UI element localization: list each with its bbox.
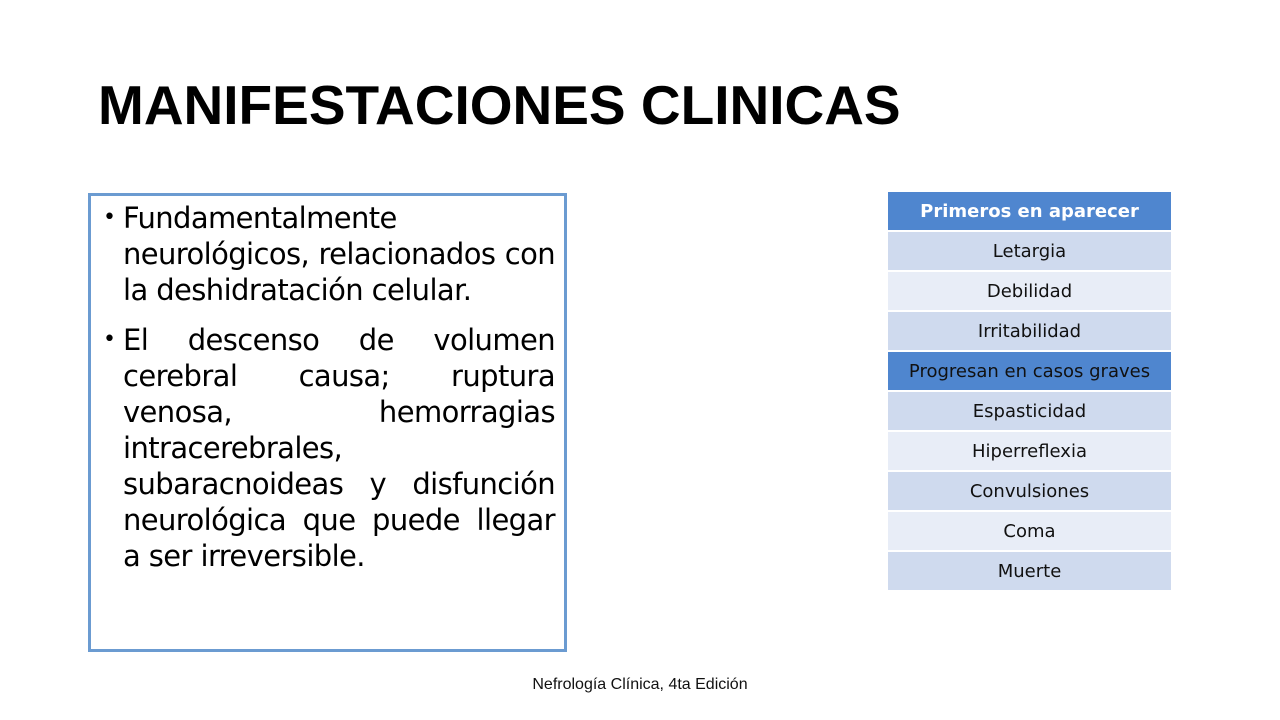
table-row: [888, 471, 1171, 511]
table-cell: Coma: [888, 511, 1171, 551]
table-cell: Letargia: [888, 231, 1171, 271]
bullet-text: Fundamentalmente neurológicos, relacionados con la deshidratación celular.: [123, 201, 555, 307]
table-row: [888, 431, 1171, 471]
footer-citation: Nefrología Clínica, 4ta Edición: [532, 676, 748, 693]
table-cell: Espasticidad: [888, 391, 1171, 431]
bullet-dot-icon: •: [103, 205, 116, 230]
bullet-text: El descenso de volumen cerebral causa; ruptura venosa, hemorragias intracerebrales, subaracnoideas y disfunción neurológica que puede llegar a ser irreversible.: [123, 323, 555, 573]
table-row: [888, 551, 1171, 591]
table-row: [888, 271, 1171, 311]
table-cell: Hiperreflexia: [888, 431, 1171, 471]
table-cell: Debilidad: [888, 271, 1171, 311]
table-row: [888, 391, 1171, 431]
table-cell: Muerte: [888, 551, 1171, 591]
slide-title: MANIFESTACIONES CLINICAS: [98, 74, 901, 136]
bullet-text-box: [88, 193, 567, 652]
table-row: [888, 511, 1171, 551]
table-cell: Convulsiones: [888, 471, 1171, 511]
bullet-item: [99, 322, 555, 574]
table-header-cell: Primeros en aparecer: [888, 192, 1171, 231]
table-header-row: [888, 192, 1171, 231]
table-section-row: [888, 351, 1171, 391]
table-section-cell: Progresan en casos graves: [888, 351, 1171, 391]
bullet-dot-icon: •: [103, 327, 116, 352]
bullet-list: [99, 200, 555, 588]
symptoms-table: [888, 192, 1171, 592]
bullet-item: [99, 200, 555, 308]
table-cell: Irritabilidad: [888, 311, 1171, 351]
table-row: [888, 311, 1171, 351]
table-row: [888, 231, 1171, 271]
